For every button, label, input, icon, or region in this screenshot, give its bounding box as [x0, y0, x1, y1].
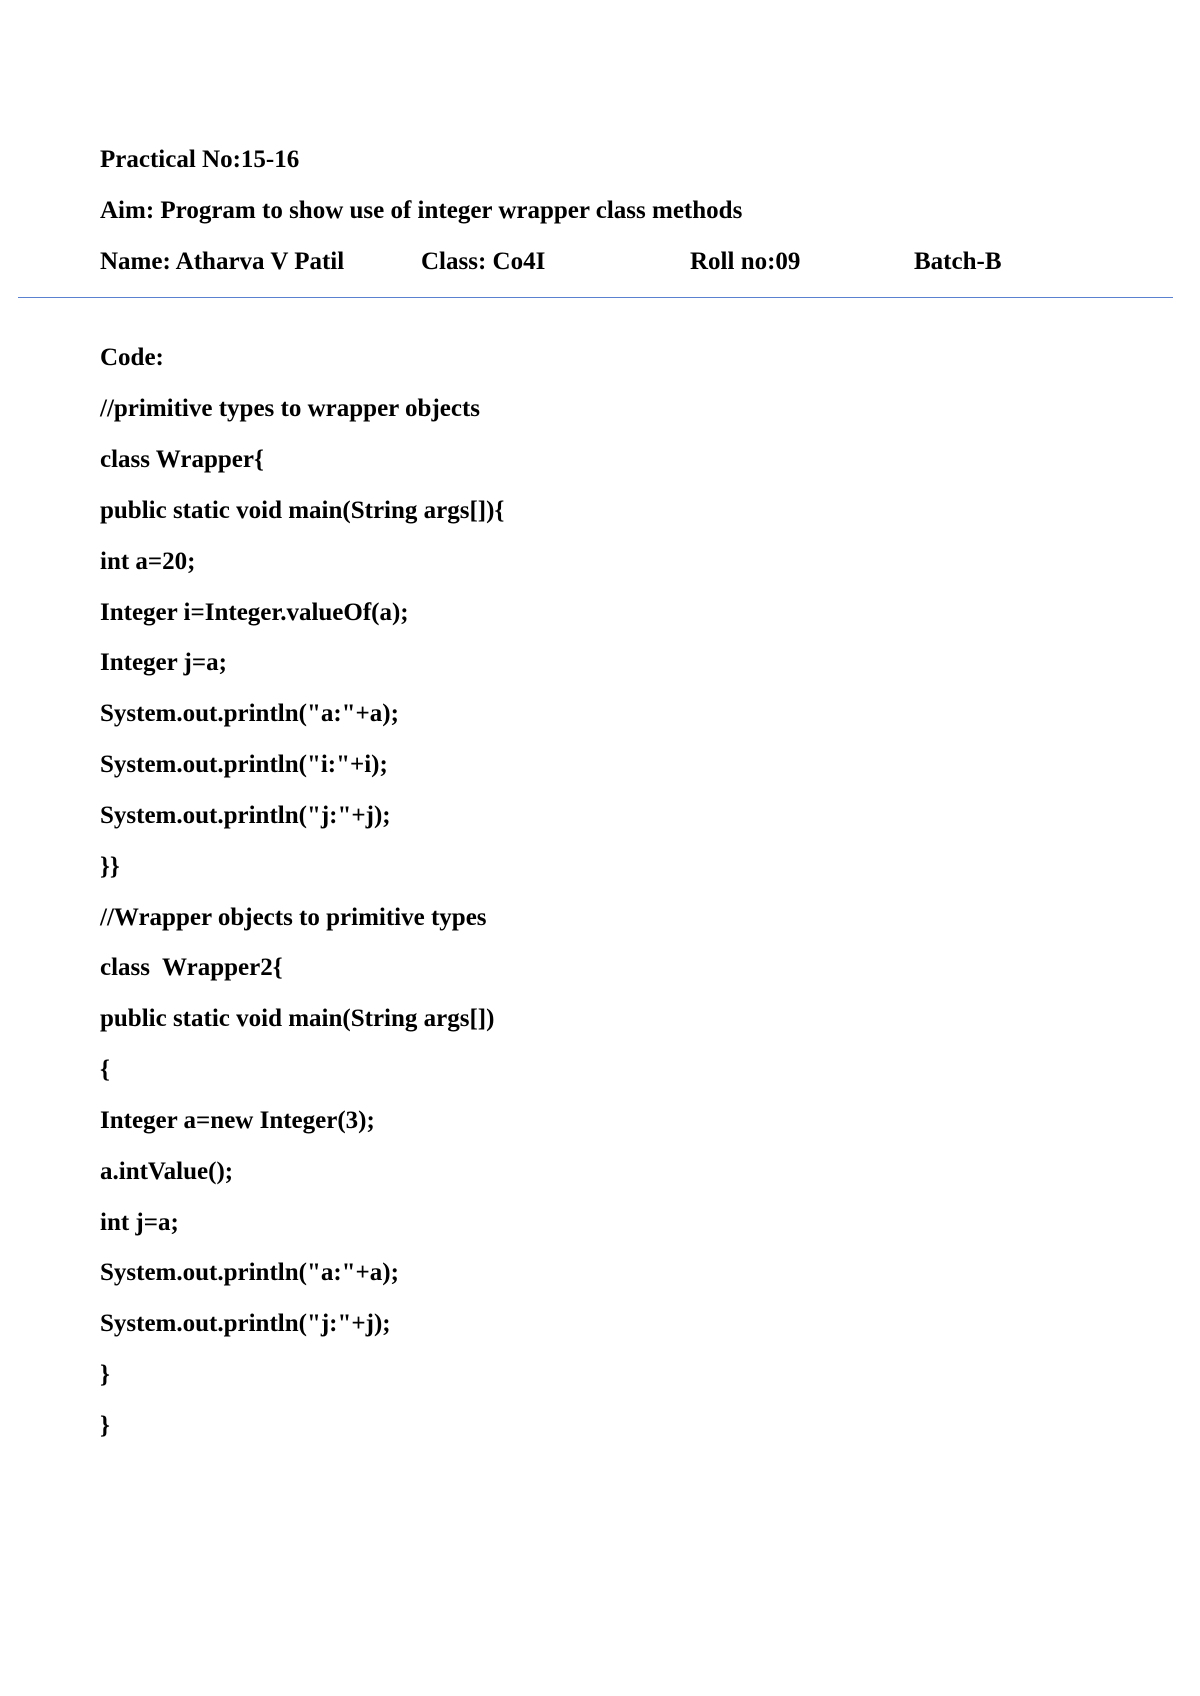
- code-heading: Code:: [100, 344, 164, 371]
- code-line: int j=a;: [100, 1209, 179, 1236]
- code-line: public static void main(String args[]){: [100, 497, 505, 524]
- practical-number: Practical No:15-16: [100, 146, 300, 173]
- code-line: System.out.println("i:"+i);: [100, 751, 388, 778]
- code-line: class Wrapper2{: [100, 954, 283, 981]
- code-line: }}: [100, 853, 120, 880]
- code-line: Integer a=new Integer(3);: [100, 1107, 375, 1134]
- aim-line: Aim: Program to show use of integer wrapper class methods: [100, 197, 743, 224]
- code-line: System.out.println("a:"+a);: [100, 700, 399, 727]
- header-divider: [18, 297, 1173, 298]
- code-line: Integer j=a;: [100, 649, 227, 676]
- student-info-row: [0, 247, 1200, 277]
- code-line: }: [100, 1361, 110, 1388]
- code-line: Integer i=Integer.valueOf(a);: [100, 599, 409, 626]
- code-line: System.out.println("j:"+j);: [100, 1310, 391, 1337]
- code-line: System.out.println("j:"+j);: [100, 802, 391, 829]
- code-line: }: [100, 1412, 110, 1439]
- student-name: Name: Atharva V Patil: [100, 248, 345, 275]
- batch: Batch-B: [914, 248, 1002, 275]
- code-line: //primitive types to wrapper objects: [100, 395, 481, 422]
- student-class: Class: Co4I: [421, 248, 546, 275]
- code-line: {: [100, 1056, 110, 1083]
- code-line: int a=20;: [100, 548, 196, 575]
- code-line: public static void main(String args[]): [100, 1005, 495, 1032]
- code-line: System.out.println("a:"+a);: [100, 1259, 399, 1286]
- code-line: class Wrapper{: [100, 446, 264, 473]
- code-line: a.intValue();: [100, 1158, 234, 1185]
- code-line: //Wrapper objects to primitive types: [100, 904, 487, 931]
- roll-number: Roll no:09: [690, 248, 801, 275]
